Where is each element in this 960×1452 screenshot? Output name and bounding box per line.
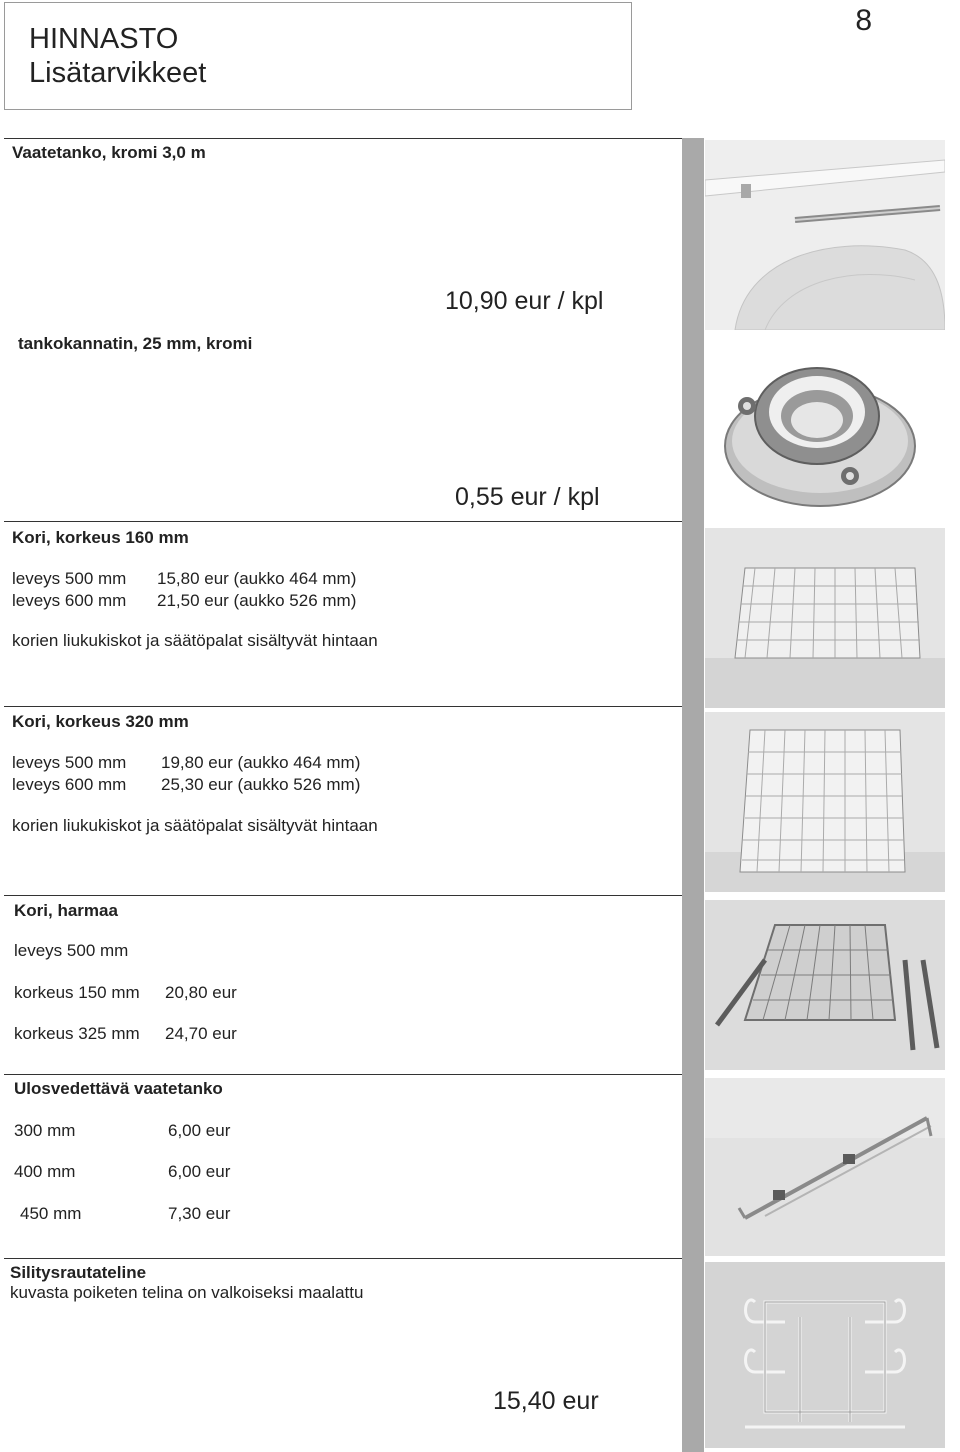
rod-price: 10,90 eur / kpl [445, 287, 604, 315]
ironing-rack-note: kuvasta poiketen telina on valkoiseksi maalattu [10, 1283, 364, 1302]
basket320-width-1: leveys 500 mm [12, 753, 127, 772]
section-divider [4, 1258, 682, 1259]
grey-basket-height-2: korkeus 325 mm [14, 1024, 140, 1043]
basket160-width-1: leveys 500 mm [12, 569, 127, 588]
image-column-bar [682, 138, 704, 1452]
pullout-price-1: 6,00 eur [168, 1121, 231, 1140]
basket160-width-2: leveys 600 mm [12, 591, 127, 610]
section-divider [4, 138, 682, 139]
section-divider [4, 521, 682, 522]
grey-basket-name: Kori, harmaa [14, 901, 118, 920]
ironing-rack-photo [705, 1262, 945, 1448]
grey-basket-height-1: korkeus 150 mm [14, 983, 140, 1002]
page-subtitle: Lisätarvikkeet [29, 57, 207, 89]
basket320-note: korien liukukiskot ja säätöpalat sisältyvät hintaan [12, 816, 378, 835]
ironing-rack-price: 15,40 eur [493, 1387, 599, 1415]
title-box [4, 2, 632, 110]
section-divider [4, 895, 682, 896]
page-number: 8 [855, 4, 872, 37]
pullout-price-2: 6,00 eur [168, 1162, 231, 1181]
pullout-length-3: 450 mm [20, 1204, 82, 1223]
basket160-price-2: 21,50 eur (aukko 526 mm) [157, 591, 357, 610]
rod-name: Vaatetanko, kromi 3,0 m [12, 143, 206, 162]
page-title: HINNASTO [29, 23, 179, 55]
basket320-price-2: 25,30 eur (aukko 526 mm) [161, 775, 361, 794]
basket160-name: Kori, korkeus 160 mm [12, 528, 189, 547]
grey-basket-width: leveys 500 mm [14, 941, 129, 960]
pullout-length-2: 400 mm [14, 1162, 76, 1181]
basket160-note: korien liukukiskot ja säätöpalat sisältyvät hintaan [12, 631, 378, 650]
section-divider [4, 706, 682, 707]
holder-name: tankokannatin, 25 mm, kromi [18, 334, 253, 353]
grey-basket-price-2: 24,70 eur [165, 1024, 237, 1043]
wire-basket-photo [705, 528, 945, 708]
pullout-rod-photo [705, 1078, 945, 1256]
chrome-rod-holder-photo [705, 336, 945, 520]
pullout-length-1: 300 mm [14, 1121, 76, 1140]
section-divider [4, 1074, 682, 1075]
grey-basket-price-1: 20,80 eur [165, 983, 237, 1002]
basket320-name: Kori, korkeus 320 mm [12, 712, 189, 731]
basket320-width-2: leveys 600 mm [12, 775, 127, 794]
grey-wire-basket-with-rails-photo [705, 900, 945, 1070]
basket160-price-1: 15,80 eur (aukko 464 mm) [157, 569, 357, 588]
pullout-price-3: 7,30 eur [168, 1204, 231, 1223]
closet-rod-photo [705, 140, 945, 330]
ironing-rack-name: Silitysrautateline [10, 1263, 147, 1282]
basket320-price-1: 19,80 eur (aukko 464 mm) [161, 753, 361, 772]
pullout-name: Ulosvedettävä vaatetanko [14, 1079, 223, 1098]
holder-price: 0,55 eur / kpl [455, 483, 600, 511]
tall-wire-basket-photo [705, 712, 945, 892]
